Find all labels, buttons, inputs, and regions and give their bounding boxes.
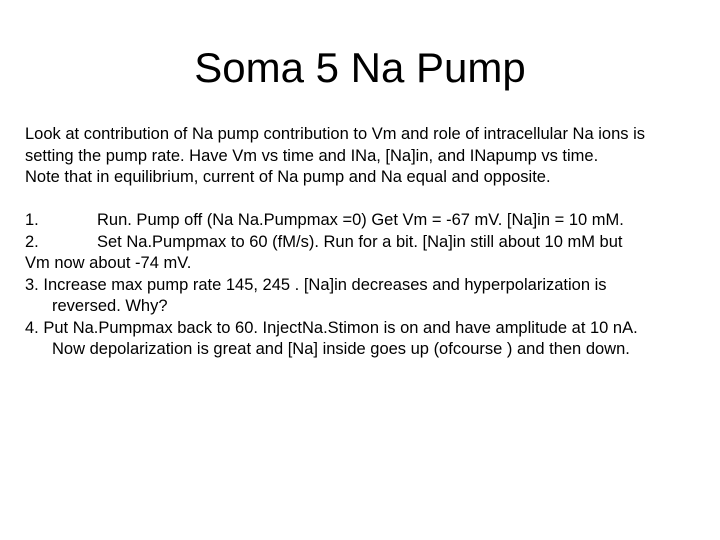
steps-list (25, 210, 710, 361)
step-number: 1. (25, 211, 39, 229)
step-4 (25, 318, 710, 340)
paragraph-gap (25, 189, 710, 211)
intro-line: setting the pump rate. Have Vm vs time and INa, [Na]in, and INapump vs time. (25, 146, 599, 165)
step-1 (25, 210, 710, 232)
step-number: 2. (25, 232, 39, 251)
step-2 (25, 232, 710, 254)
step-text: Put Na.Pumpmax back to 60. InjectNa.Stimon is on and have amplitude at 10 nA. (43, 318, 638, 337)
intro-line: Note that in equilibrium, current of Na pump and Na equal and opposite. (25, 168, 551, 186)
step-3 (25, 275, 710, 297)
step-text: Increase max pump rate 145, 245 . [Na]in decreases and hyperpolarization is (43, 275, 607, 294)
step-text: Set Na.Pumpmax to 60 (fM/s). Run for a bit. [Na]in still about 10 mM but (97, 232, 623, 251)
slide-title: Soma 5 Na Pump (194, 44, 526, 91)
step-2-continuation: Vm now about -74 mV. (25, 254, 192, 272)
step-text: Run. Pump off (Na Na.Pumpmax =0) Get Vm = -67 mV. [Na]in = 10 mM. (97, 211, 624, 229)
step-number: 4. (25, 318, 39, 337)
intro-paragraph (25, 124, 710, 189)
step-number: 3. (25, 275, 39, 294)
slide-body (25, 124, 710, 361)
intro-line: Look at contribution of Na pump contribution to Vm and role of intracellular Na ions is (25, 125, 645, 143)
step-4-continuation: Now depolarization is great and [Na] inside goes up (ofcourse ) and then down. (52, 340, 630, 358)
step-3-continuation: reversed. Why? (52, 297, 168, 315)
